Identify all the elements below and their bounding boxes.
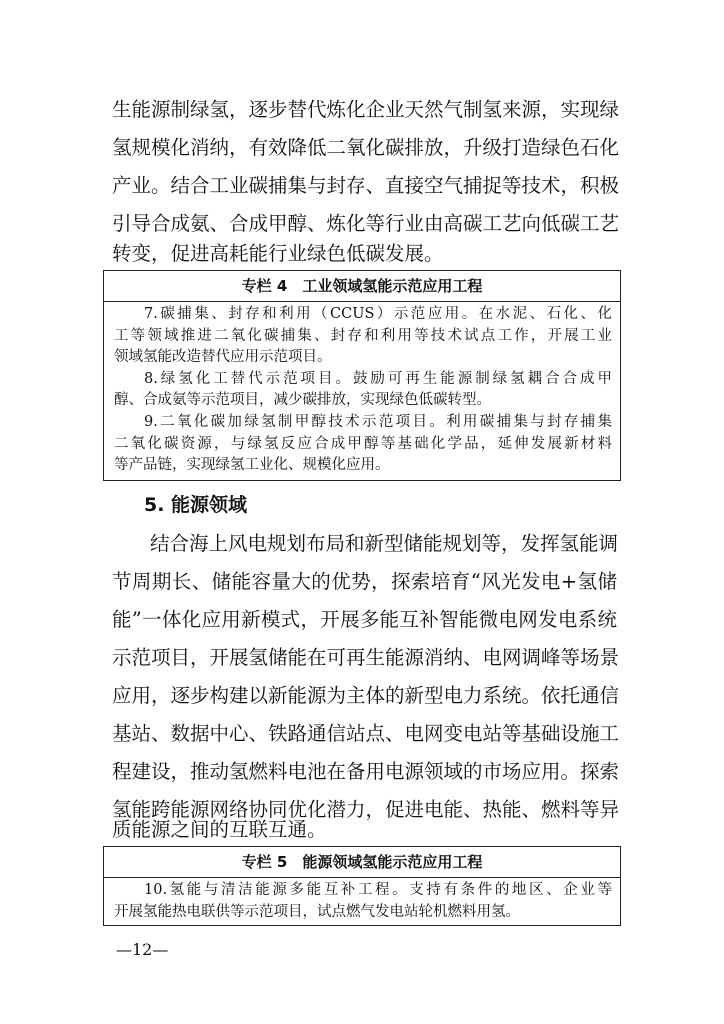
column-box-body	[104, 302, 620, 477]
paragraph-line: 氢规模化消纳，有效降低二氧化碳排放，升级打造绿色石化	[112, 136, 620, 159]
paragraph-line: 质能源之间的互联互通。	[112, 818, 327, 841]
column-box-5	[103, 846, 621, 926]
column-box-4	[103, 270, 621, 481]
box-line: 二氧化碳资源，与绿氢反应合成甲醇等基础化学品，延伸发展新材料	[114, 435, 612, 452]
column-box-title: 专栏 5 能源领域氢能示范应用工程	[104, 847, 620, 878]
column-box-title: 专栏 4 工业领域氢能示范应用工程	[104, 271, 620, 302]
page-number: —12—	[116, 940, 169, 959]
paragraph-line: 能”一体化应用新模式，开展多能互补智能微电网发电系统	[112, 608, 617, 631]
box-line: 10.氢能与清洁能源多能互补工程。支持有条件的地区、企业等	[144, 882, 612, 898]
paragraph-line: 结合海上风电规划布局和新型储能规划等，发挥氢能调	[150, 532, 619, 555]
paragraph-line: 氢能跨能源网络协同优化潜力，促进电能、热能、燃料等异	[112, 798, 620, 821]
paragraph-line: 示范项目，开展氢储能在可再生能源消纳、电网调峰等场景	[112, 646, 620, 669]
paragraph-line: 基站、数据中心、铁路通信站点、电网变电站等基础设施工	[112, 722, 620, 745]
column-box-body	[104, 878, 620, 923]
paragraph-line: 转变，促进高耗能行业绿色低碳发展。	[112, 242, 444, 265]
box-line: 开展氢能热电联供等示范项目，试点燃气发电站轮机燃料用氢。	[114, 903, 520, 920]
box-line: 工等领域推进二氧化碳捕集、封存和利用等技术试点工作，开展工业	[114, 327, 612, 344]
paragraph-line: 产业。结合工业碳捕集与封存、直接空气捕捉等技术，积极	[112, 174, 620, 197]
paragraph-line: 程建设，推动氢燃料电池在备用电源领域的市场应用。探索	[112, 760, 620, 783]
box-line: 领域氢能改造替代应用示范项目。	[114, 349, 332, 366]
paragraph-line: 生能源制绿氢，逐步替代炼化企业天然气制氢来源，实现绿	[112, 98, 620, 121]
paragraph-line: 应用，逐步构建以新能源为主体的新型电力系统。依托通信	[112, 684, 620, 707]
paragraph-line: 节周期长、储能容量大的优势，探索培育“风光发电+氢储	[112, 570, 617, 593]
box-line: 醇、合成氨等示范项目，减少碳排放，实现绿色低碳转型。	[114, 392, 491, 409]
box-line: 9.二氧化碳加绿氢制甲醇技术示范项目。利用碳捕集与封存捕集	[144, 413, 612, 430]
section-heading: 5. 能源领域	[144, 494, 248, 516]
box-line: 等产品链，实现绿氢工业化、规模化应用。	[114, 457, 390, 474]
box-line: 8.绿氢化工替代示范项目。鼓励可再生能源制绿氢耦合合成甲	[144, 370, 612, 387]
paragraph-line: 引导合成氨、合成甲醇、炼化等行业由高碳工艺向低碳工艺	[112, 212, 620, 235]
box-line: 7.碳捕集、封存和利用（CCUS）示范应用。在水泥、石化、化	[144, 306, 612, 322]
